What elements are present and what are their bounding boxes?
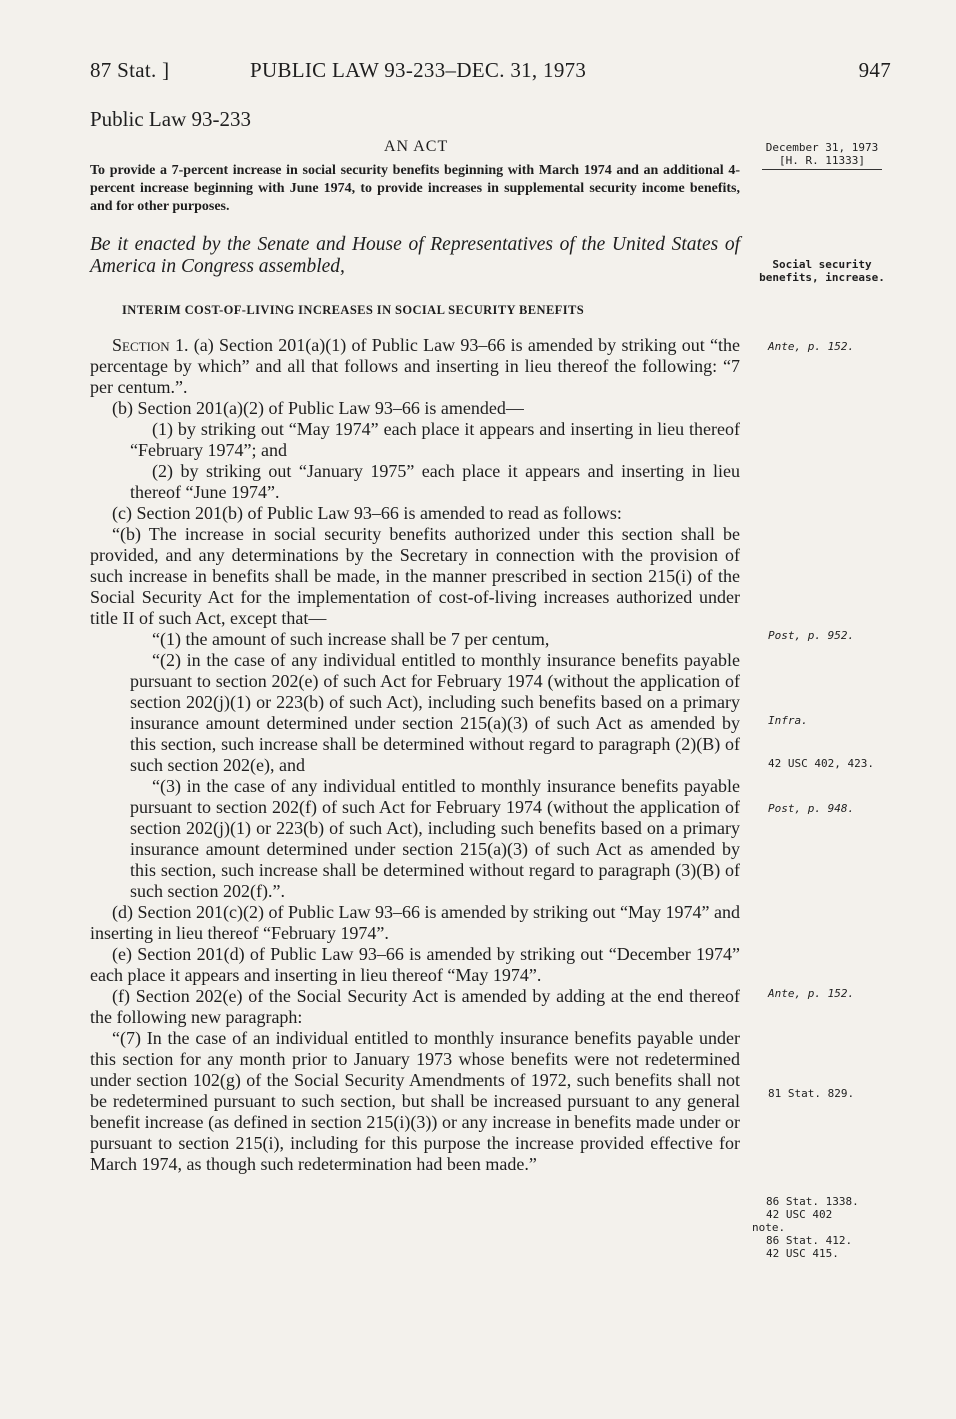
margin-note-86-stat-412: 86 Stat. 412. [766,1234,853,1247]
margin-note-42-usc-415: 42 USC 415. [766,1247,839,1260]
paragraph-sec1-c2: “(2) in the case of any individual entitled to monthly insurance benefits payable pursuant to section 202(e) of such Act for February 1974 (without the application of section 202(j)(1) or 223(b) of such Act), including such benefits based on a primary insurance amount determined under section 215(a)(3) of such Act as amended by this section, such increase shall be determined without regard to paragraph (2)(B) of such section 202(e), and [130,650,740,775]
body-text [90,335,740,1175]
margin-note-ante-152-second: Ante, p. 152. [768,987,855,1000]
margin-note-citations [752,1195,870,1260]
margin-note-86-stat-1338: 86 Stat. 1338. [766,1195,859,1208]
act-label: AN ACT [384,138,449,155]
enactment-date: December 31, 1973 [765,141,879,154]
enacting-clause: Be it enacted by the Senate and House of Representatives of the United States of America in Congress assembled, [90,234,740,277]
paragraph-sec1-b: (b) Section 201(a)(2) of Public Law 93–66 is amended— [112,398,524,418]
margin-note-subject: Social security benefits, increase. [759,258,885,284]
paragraph-sec1-c1: “(1) the amount of such increase shall be 7 per centum, [152,629,550,649]
margin-note-post-948: Post, p. 948. [768,802,855,815]
paragraph-sec1-f: (f) Section 202(e) of the Social Security Act is amended by adding at the end thereof the following new paragraph: [90,986,740,1027]
header-title: PUBLIC LAW 93-233–DEC. 31, 1973 [250,58,587,82]
paragraph-sec1-b2: (2) by striking out “January 1975” each place it appears and inserting in lieu thereof “June 1974”. [130,461,740,502]
act-purpose: To provide a 7-percent increase in social security benefits beginning with March 1974 and an additional 4-percent increase beginning with June 1974, to provide increases in supplemental security income benefits, and for other purposes. [90,163,740,214]
margin-note-42-usc-402-423: 42 USC 402, 423. [768,757,874,770]
margin-note-42-usc-402-note: 42 USC 402 note. [752,1208,833,1234]
margin-note-81-stat-829: 81 Stat. 829. [768,1087,855,1100]
paragraph-sec1-c-quote: “(b) The increase in social security benefits authorized under this section shall be provided, and any determinations by the Secretary in connection with the provision of such increase in benefits shall be made, in the manner prescribed in section 215(i) of the Social Security Act for the implementation of cost-of-living increases authorized under title II of such Act, except that— [90,524,740,628]
header-stat-reference: 87 Stat. ] [90,58,170,82]
paragraph-sec1-a [90,335,740,398]
date-block [752,141,892,170]
paragraph-sec1-f-quote: “(7) In the case of an individual entitled to monthly insurance benefits payable under this section for any month prior to January 1973 whose benefits were not redetermined under section 102(g) of the Social Security Amendments of 1972, such benefits shall not be redetermined pursuant to such section, but shall be increased pursuant to any general benefit increase (as defined in section 215(i)(3)) or any increase in benefits made under or pursuant to section 215(i), including for this purpose the increase provided effective for March 1974, as though such redetermination had been made.” [90,1028,740,1174]
section-label: Section 1. [112,335,189,355]
paragraph-sec1-c: (c) Section 201(b) of Public Law 93–66 is amended to read as follows: [112,503,622,523]
paragraph-sec1-d: (d) Section 201(c)(2) of Public Law 93–66 is amended by striking out “May 1974” and inserting in lieu thereof “February 1974”. [90,902,740,943]
page-number: 947 [858,58,891,82]
margin-note-infra: Infra. [768,714,808,727]
paragraph-sec1-b1: (1) by striking out “May 1974” each place it appears and inserting in lieu thereof “February 1974”; and [130,419,740,460]
paragraph-sec1-c3: “(3) in the case of any individual entitled to monthly insurance benefits payable pursuant to section 202(f) of such Act for February 1974 (without the application of section 202(j)(1) or 223(b) of such Act), including such benefits based on a primary insurance amount determined under section 215(a)(3) of such Act as amended by this section, such increase shall be determined without regard to paragraph (3)(B) of such section 202(f).”. [130,776,740,901]
bill-number: [H. R. 11333] [778,154,866,167]
date-divider [762,169,882,170]
law-title: Public Law 93-233 [90,107,251,131]
section-heading: INTERIM COST-OF-LIVING INCREASES IN SOCIAL SECURITY BENEFITS [122,303,585,317]
margin-note-post-952: Post, p. 952. [768,629,855,642]
margin-note-ante-152: Ante, p. 152. [768,340,855,353]
sec1-a-text: (a) Section 201(a)(1) of Public Law 93–66 is amended by striking out “the percentage by which” and all that follows and inserting in lieu thereof the following: “7 per centum.”. [90,335,741,397]
paragraph-sec1-e: (e) Section 201(d) of Public Law 93–66 is amended by striking out “December 1974” each place it appears and inserting in lieu thereof “May 1974”. [90,944,740,985]
